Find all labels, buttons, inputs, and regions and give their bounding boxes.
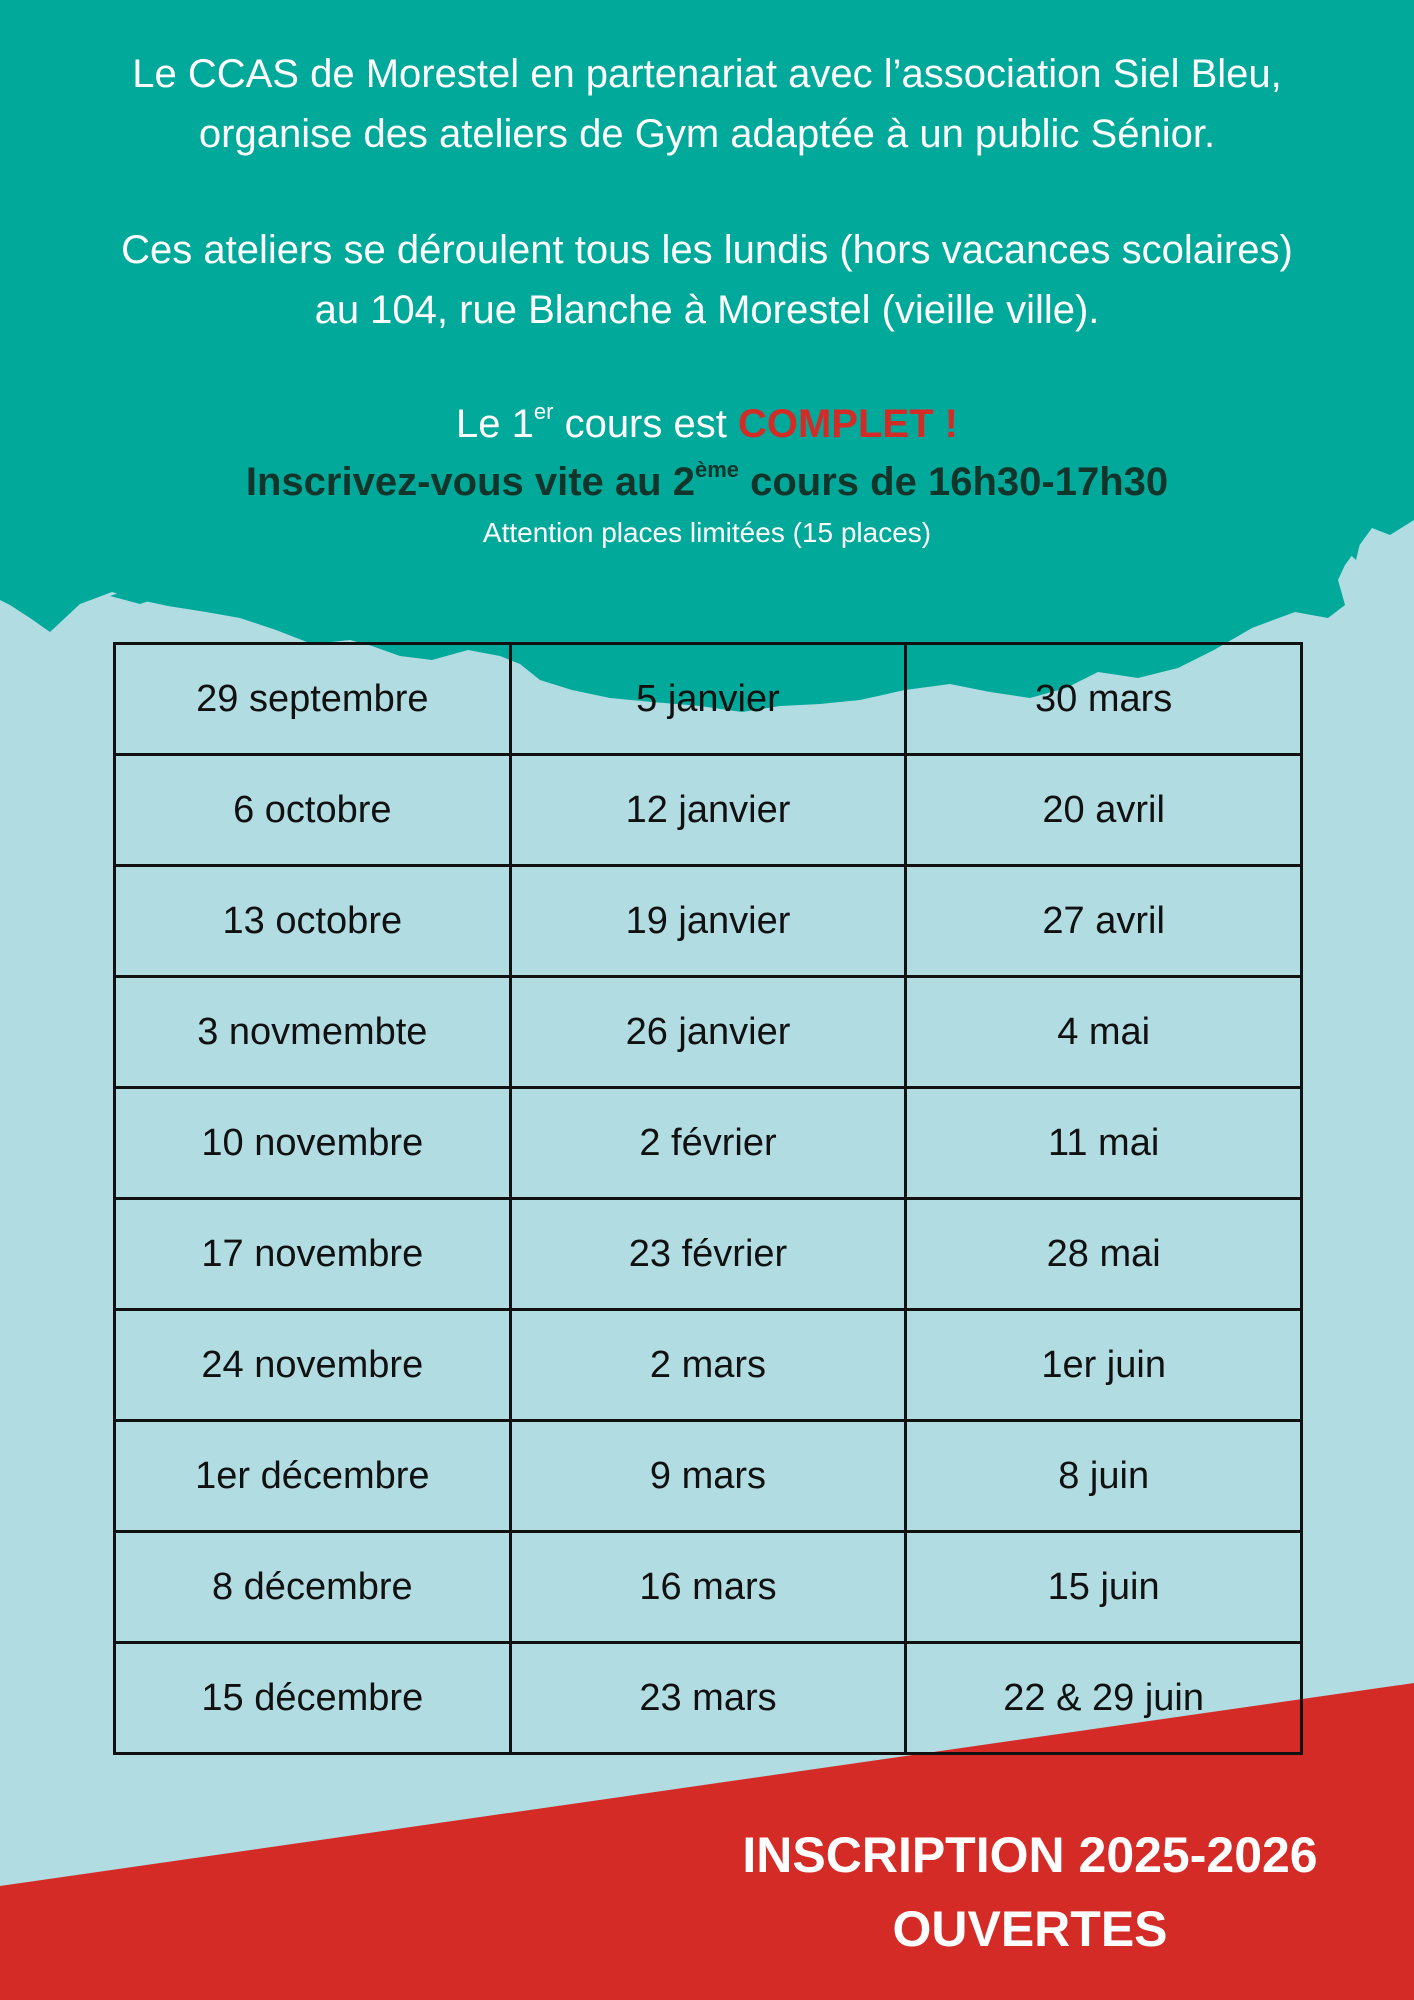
table-cell: 8 juin <box>906 1421 1302 1532</box>
registration-line: OUVERTES <box>892 1901 1168 1957</box>
table-cell: 26 janvier <box>510 977 906 1088</box>
table-cell: 13 octobre <box>115 866 511 977</box>
table-row <box>115 1088 1302 1199</box>
table-cell: 10 novembre <box>115 1088 511 1199</box>
table-cell: 2 mars <box>510 1310 906 1421</box>
second-course-call-to-action <box>0 452 1414 512</box>
schedule-table <box>113 642 1303 1755</box>
intro-paragraph-location <box>0 220 1414 340</box>
table-cell: 28 mai <box>906 1199 1302 1310</box>
table-cell: 12 janvier <box>510 755 906 866</box>
table-cell: 8 décembre <box>115 1532 511 1643</box>
table-row <box>115 1532 1302 1643</box>
second-course-suffix: cours de 16h30-17h30 <box>739 460 1169 504</box>
second-course-sup: ème <box>694 456 740 482</box>
table-row <box>115 1643 1302 1754</box>
table-row <box>115 1199 1302 1310</box>
table-cell: 20 avril <box>906 755 1302 866</box>
table-cell: 4 mai <box>906 977 1302 1088</box>
table-cell: 16 mars <box>510 1532 906 1643</box>
table-cell: 5 janvier <box>510 644 906 755</box>
table-cell: 30 mars <box>906 644 1302 755</box>
table-cell: 29 septembre <box>115 644 511 755</box>
intro-line: organise des ateliers de Gym adaptée à un public Sénior. <box>198 112 1216 156</box>
intro-line: Le CCAS de Morestel en partenariat avec l’association Siel Bleu, <box>132 52 1282 96</box>
table-row <box>115 1310 1302 1421</box>
intro-line: au 104, rue Blanche à Morestel (vieille ville). <box>314 288 1100 332</box>
first-course-mid: cours est <box>553 402 738 446</box>
table-cell: 1er décembre <box>115 1421 511 1532</box>
table-cell: 24 novembre <box>115 1310 511 1421</box>
table-row <box>115 866 1302 977</box>
intro-paragraph-partnership <box>0 44 1414 164</box>
table-cell: 27 avril <box>906 866 1302 977</box>
intro-line: Ces ateliers se déroulent tous les lundis (hors vacances scolaires) <box>121 228 1293 272</box>
table-cell: 22 & 29 juin <box>906 1643 1302 1754</box>
table-cell: 23 février <box>510 1199 906 1310</box>
table-cell: 17 novembre <box>115 1199 511 1310</box>
registration-banner <box>660 1818 1400 1966</box>
limited-places-note: Attention places limitées (15 places) <box>482 517 932 548</box>
first-course-prefix: Le 1 <box>456 402 534 446</box>
table-cell: 3 novmembte <box>115 977 511 1088</box>
complete-label: COMPLET ! <box>737 402 958 446</box>
registration-line: INSCRIPTION 2025-2026 <box>742 1827 1318 1883</box>
first-course-status <box>0 396 1414 452</box>
table-cell: 6 octobre <box>115 755 511 866</box>
table-cell: 1er juin <box>906 1310 1302 1421</box>
table-cell: 15 juin <box>906 1532 1302 1643</box>
table-cell: 23 mars <box>510 1643 906 1754</box>
table-cell: 11 mai <box>906 1088 1302 1199</box>
table-row <box>115 977 1302 1088</box>
table-row <box>115 755 1302 866</box>
table-row <box>115 1421 1302 1532</box>
table-cell: 2 février <box>510 1088 906 1199</box>
table-cell: 19 janvier <box>510 866 906 977</box>
first-course-sup: er <box>533 398 554 424</box>
table-row <box>115 644 1302 755</box>
second-course-prefix: Inscrivez-vous vite au 2 <box>245 460 695 504</box>
table-cell: 15 décembre <box>115 1643 511 1754</box>
table-cell: 9 mars <box>510 1421 906 1532</box>
schedule-table-body <box>115 644 1302 1754</box>
